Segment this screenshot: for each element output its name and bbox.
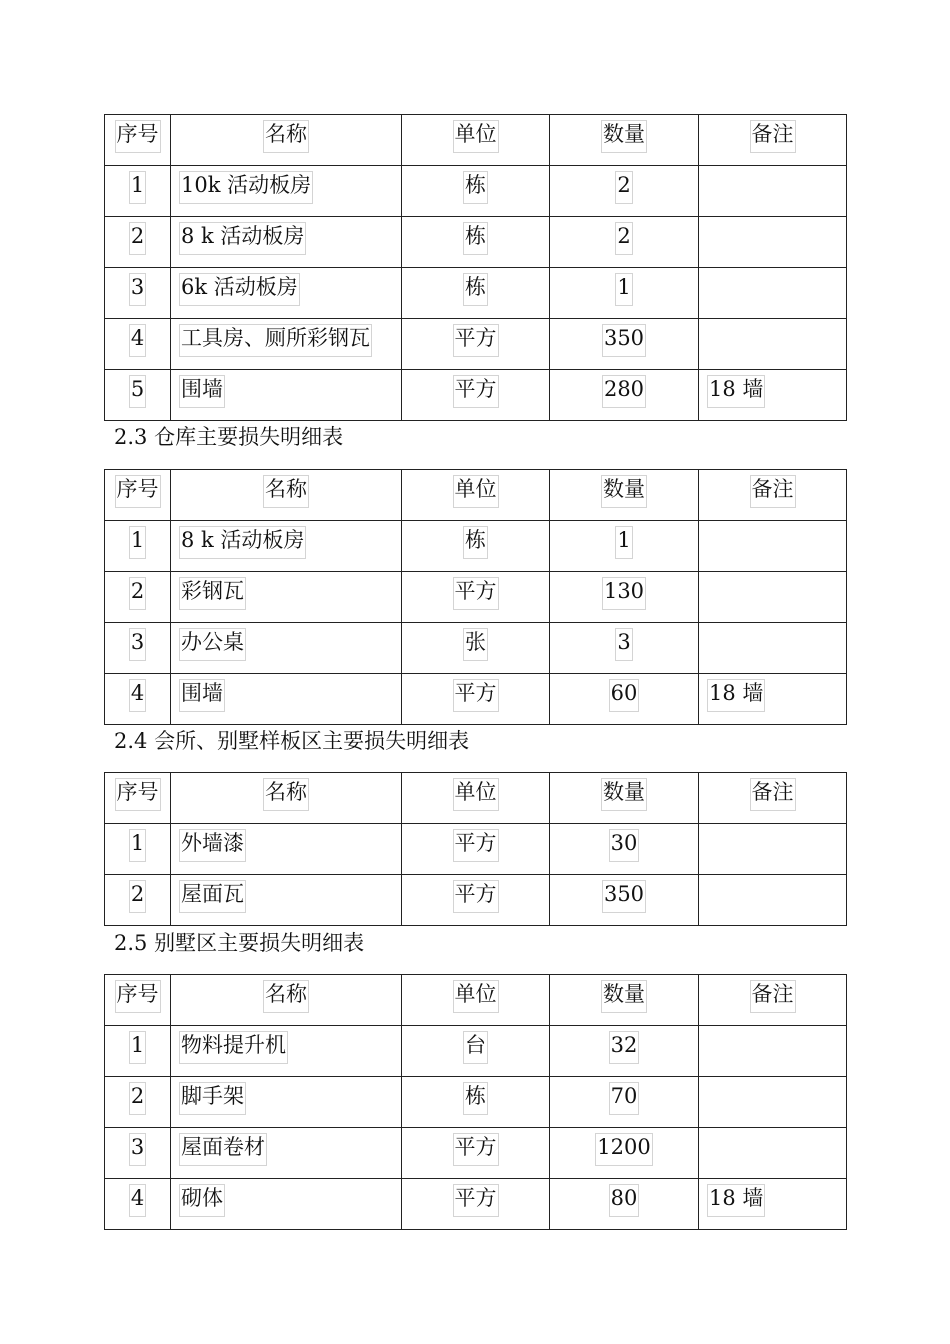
table-row [105, 268, 847, 319]
row-name: 砌体 [179, 1184, 225, 1217]
row-quantity: 350 [602, 880, 646, 913]
row-index: 4 [129, 324, 146, 357]
row-index: 2 [129, 577, 146, 610]
table-row [105, 370, 847, 421]
section-caption-2-4: 2.4 会所、别墅样板区主要损失明细表 [114, 729, 470, 753]
row-quantity: 30 [609, 829, 640, 862]
header-unit: 单位 [453, 980, 499, 1013]
row-name: 办公桌 [179, 628, 246, 661]
loss-table-4 [104, 974, 847, 1230]
table-header-row [105, 975, 847, 1026]
header-index: 序号 [115, 778, 161, 811]
row-unit: 平方 [453, 1133, 499, 1166]
header-name: 名称 [263, 475, 309, 508]
row-remark [699, 268, 847, 319]
row-unit: 平方 [453, 679, 499, 712]
row-name: 工具房、厕所彩钢瓦 [179, 324, 372, 357]
table-row [105, 319, 847, 370]
header-quantity: 数量 [601, 475, 647, 508]
row-unit: 平方 [453, 375, 499, 408]
header-remark: 备注 [750, 120, 796, 153]
row-remark: 18 墙 [707, 1184, 765, 1217]
loss-table-1 [104, 114, 847, 421]
table-row [105, 674, 847, 725]
row-index: 4 [129, 679, 146, 712]
row-index: 2 [129, 222, 146, 255]
row-index: 1 [129, 171, 146, 204]
table-header-row [105, 115, 847, 166]
row-name: 围墙 [179, 679, 225, 712]
header-quantity: 数量 [601, 120, 647, 153]
row-remark [699, 572, 847, 623]
row-index: 3 [129, 1133, 146, 1166]
row-unit: 张 [463, 628, 488, 661]
row-remark [699, 319, 847, 370]
table-row [105, 217, 847, 268]
header-name: 名称 [263, 980, 309, 1013]
row-index: 1 [129, 1031, 146, 1064]
header-name: 名称 [263, 120, 309, 153]
row-remark [699, 824, 847, 875]
header-index: 序号 [115, 475, 161, 508]
header-unit: 单位 [453, 778, 499, 811]
header-remark: 备注 [750, 475, 796, 508]
row-quantity: 2 [615, 171, 632, 204]
header-unit: 单位 [453, 120, 499, 153]
row-quantity: 80 [609, 1184, 640, 1217]
row-index: 1 [129, 829, 146, 862]
row-remark: 18 墙 [707, 679, 765, 712]
loss-table-2 [104, 469, 847, 725]
row-name: 脚手架 [179, 1082, 246, 1115]
row-quantity: 1 [615, 526, 632, 559]
row-quantity: 32 [609, 1031, 640, 1064]
row-name: 物料提升机 [179, 1031, 288, 1064]
row-name: 屋面瓦 [179, 880, 246, 913]
row-name: 外墙漆 [179, 829, 246, 862]
row-quantity: 60 [609, 679, 640, 712]
row-unit: 栋 [463, 222, 488, 255]
row-index: 3 [129, 273, 146, 306]
row-remark [699, 217, 847, 268]
row-index: 4 [129, 1184, 146, 1217]
loss-table-3 [104, 772, 847, 926]
row-name: 8 k 活动板房 [179, 222, 306, 255]
table-row [105, 1179, 847, 1230]
row-name: 6k 活动板房 [179, 273, 300, 306]
row-remark [699, 1128, 847, 1179]
row-unit: 栋 [463, 171, 488, 204]
table-row [105, 1128, 847, 1179]
row-remark [699, 623, 847, 674]
row-unit: 平方 [453, 324, 499, 357]
header-remark: 备注 [750, 778, 796, 811]
table-row [105, 1026, 847, 1077]
row-unit: 栋 [463, 526, 488, 559]
table-row [105, 875, 847, 926]
table-row [105, 572, 847, 623]
row-remark [699, 1077, 847, 1128]
row-remark [699, 1026, 847, 1077]
row-remark: 18 墙 [707, 375, 765, 408]
row-unit: 平方 [453, 1184, 499, 1217]
table-header-row [105, 773, 847, 824]
row-unit: 平方 [453, 829, 499, 862]
header-unit: 单位 [453, 475, 499, 508]
row-quantity: 130 [602, 577, 646, 610]
section-caption-2-5: 2.5 别墅区主要损失明细表 [114, 931, 365, 955]
header-index: 序号 [115, 120, 161, 153]
table-row [105, 166, 847, 217]
row-index: 2 [129, 880, 146, 913]
row-quantity: 70 [609, 1082, 640, 1115]
table-row [105, 1077, 847, 1128]
header-name: 名称 [263, 778, 309, 811]
row-unit: 栋 [463, 273, 488, 306]
row-index: 5 [129, 375, 146, 408]
row-unit: 栋 [463, 1082, 488, 1115]
row-index: 1 [129, 526, 146, 559]
row-name: 围墙 [179, 375, 225, 408]
section-caption-2-3: 2.3 仓库主要损失明细表 [114, 425, 344, 449]
row-remark [699, 166, 847, 217]
table-row [105, 824, 847, 875]
row-name: 彩钢瓦 [179, 577, 246, 610]
row-remark [699, 875, 847, 926]
table-row [105, 521, 847, 572]
row-quantity: 280 [602, 375, 646, 408]
row-name: 10k 活动板房 [179, 171, 313, 204]
header-index: 序号 [115, 980, 161, 1013]
row-quantity: 1200 [595, 1133, 652, 1166]
row-quantity: 2 [615, 222, 632, 255]
header-remark: 备注 [750, 980, 796, 1013]
row-unit: 台 [463, 1031, 488, 1064]
table-row [105, 623, 847, 674]
header-quantity: 数量 [601, 778, 647, 811]
table-header-row [105, 470, 847, 521]
row-name: 8 k 活动板房 [179, 526, 306, 559]
row-remark [699, 521, 847, 572]
row-quantity: 350 [602, 324, 646, 357]
row-name: 屋面卷材 [179, 1133, 267, 1166]
row-unit: 平方 [453, 577, 499, 610]
row-index: 3 [129, 628, 146, 661]
row-index: 2 [129, 1082, 146, 1115]
row-quantity: 1 [615, 273, 632, 306]
row-unit: 平方 [453, 880, 499, 913]
header-quantity: 数量 [601, 980, 647, 1013]
row-quantity: 3 [615, 628, 632, 661]
